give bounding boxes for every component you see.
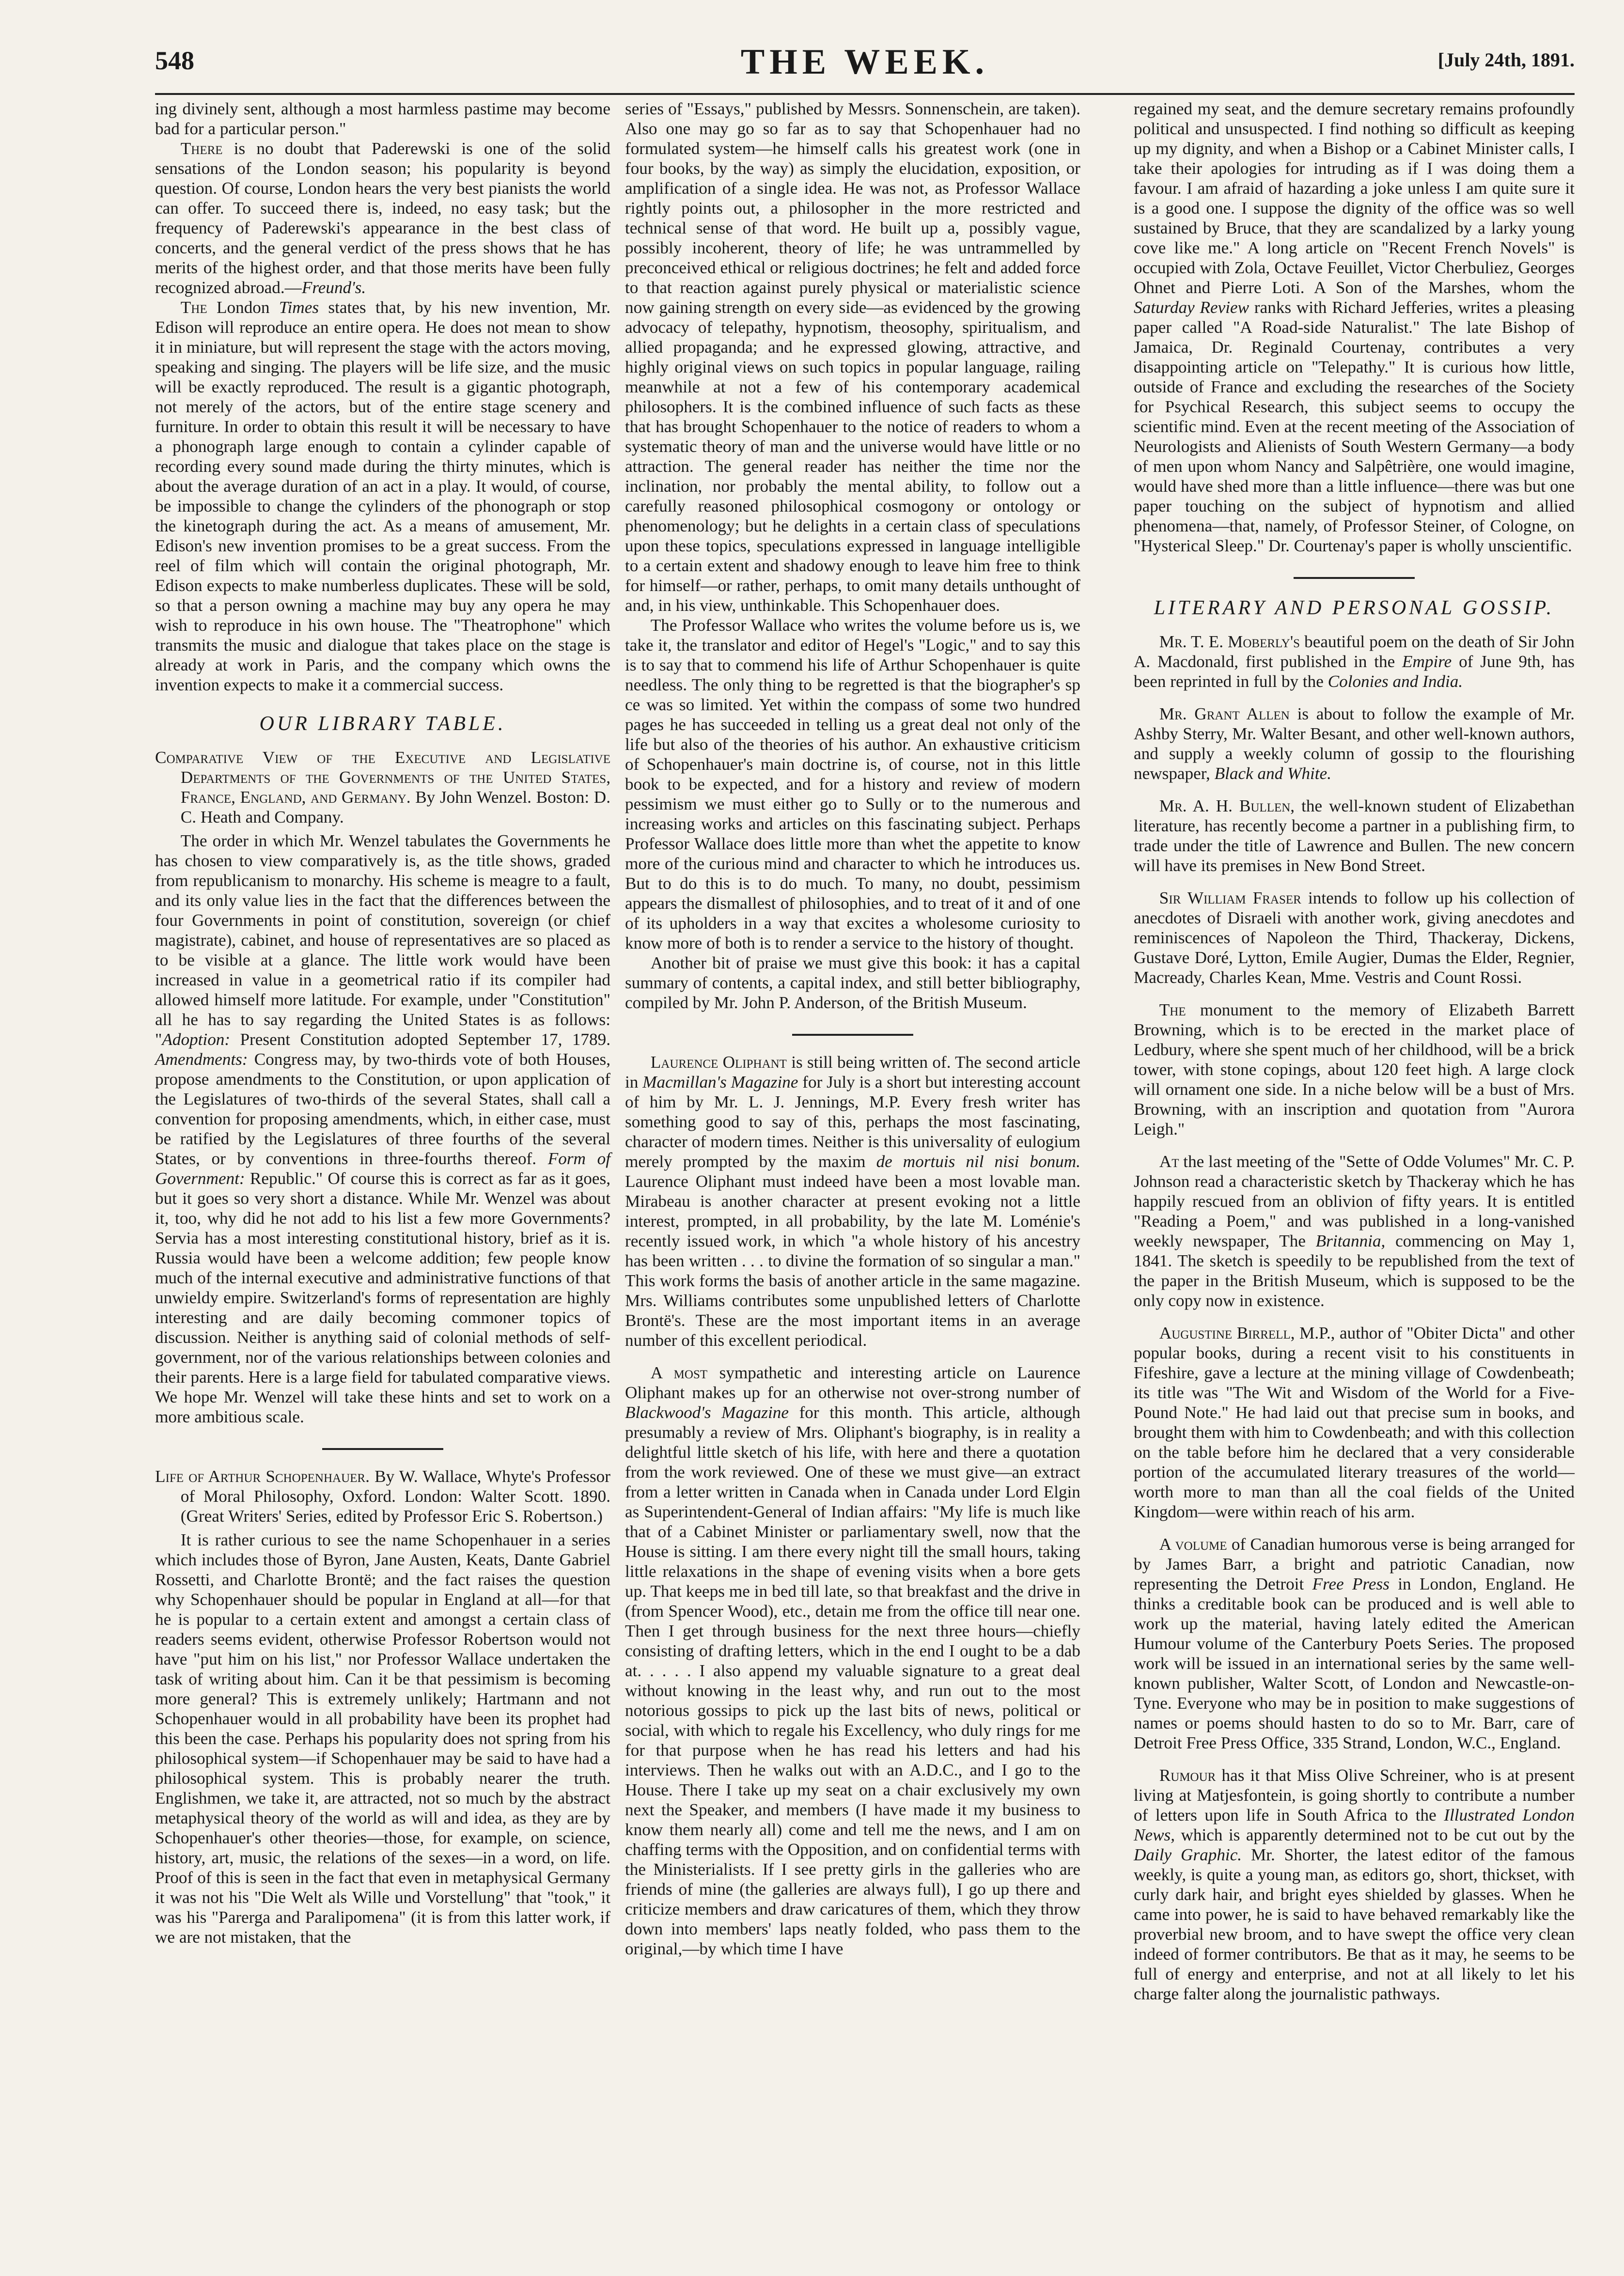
book-review-paragraph: It is rather curious to see the name Schopenhauer in a series which includes those of Byron, Jane Austen, Keats, Dante Gabriel Rossetti, and Charlotte Brontë; and the fact raises the question why Schopenhauer should be popular in England at all—for that he is popular to a certain extent and amongst a certain class of readers seems evident, otherwise Professor Robertson would not have "put him on his list," nor Professor Wallace undertaken the task of writing about him. Can it be that pessimism is becoming more general? This is extremely unlikely; Hartmann and not Schopenhauer would in all probability have been its prophet had this been the case. Perhaps his popularity does not spring from his philosophical system—if Schopenhauer may be said to have had a philosophical system. This is probably nearer the truth. Englishmen, we take it, are attracted, not so much by the abstract metaphysical theory of the world as will and idea, as they are by Schopenhauer's other theories—those, for example, on science, history, art, music, the relations of the sexes—in a word, on life. Proof of this is seen in the fact that even in metaphysical Germany it was not his "Die Welt als Wille und Vorstellung" that "took," it was his "Parerga and Paralipomena" (it is from this latter work, if we are not mistaken, that the — [155, 1530, 610, 1947]
section-divider — [792, 1034, 913, 1036]
gossip-item: Rumour has it that Miss Olive Schreiner, who is at present living at Matjesfontein, is going shortly to contribute a number of letters upon life in South Africa to the Illustrated London News, which is apparently determined not to be cut out by the Daily Graphic. Mr. Shorter, the latest editor of the famous weekly, is quite a young man, as editors go, short, thickset, with curly dark hair, and bright eyes shielded by glasses. When he came into power, he is said to have behaved remarkably like the proverbial new broom, and to have swept the office very clean indeed of former contributors. Be that as it may, he seems to be full of energy and enterprise, and not at all likely to let his charge falter along the journalistic pathways. — [1134, 1766, 1575, 2003]
review-paragraph: The Professor Wallace who writes the volume before us is, we take it, the translator and editor of Hegel's "Logic," and to say this is to say that to commend his life of Arthur Schopenhauer is quite needless. The only thing to be regretted is that the biographer's sp ce was so limited. Yet within the compass of some two hundred pages he has succeeded in telling us a great deal not only of the life but also of the theories of his author. An exhaustive criticism of Schopenhauer's main doctrine is, of course, not in this little book to be expected, and for a history and review of modern pessimism we must either go to Sully or to the numerous and increasing works and articles on this fascinating subject. Perhaps Professor Wallace does little more than whet the appetite to know more of the curious mind and character to which he introduces us. But to do this is to do much. To many, no doubt, pessimism appears the dismallest of philosophies, and to treat of it and of one of its upholders in a way that excites a wholesome curiosity to know more of both is to render a service to the history of thought. — [625, 616, 1080, 952]
gossip-item: Mr. Grant Allen is about to follow the example of Mr. Ashby Sterry, Mr. Walter Besant, and other well-known authors, and supply a weekly column of gossip to the flourishing newspaper, Black and White. — [1134, 704, 1575, 783]
review-paragraph: Another bit of praise we must give this book: it has a capital summary of contents, a capital index, and still better bibliography, compiled by Mr. John P. Anderson, of the British Museum. — [625, 953, 1080, 1012]
paper-title: THE WEEK. — [740, 42, 989, 82]
gossip-item: Sir William Fraser intends to follow up his collection of anecdotes of Disraeli with another work, giving anecdotes and reminiscences of Napoleon the Third, Thackeray, Dickens, Gustave Doré, Lytton, Emile Augier, Dumas the Elder, Regnier, Macready, Charles Kean, Mme. Vestris and Count Rossi. — [1134, 889, 1575, 987]
blackwood-paragraph: A most sympathetic and interesting article on Laurence Oliphant makes up for an otherwise not over-strong number of Blackwood's Magazine for this month. This article, although presumably a review of Mrs. Oliphant's biography, is in reality a delightful little sketch of his life, with here and there a quotation from the work reviewed. One of these we must give—an extract from a letter written in Canada when in Canada under Lord Elgin as Superintendent-General of Indian affairs: "My life is much like that of a Cabinet Minister or parliamentary swell, now that the House is sitting. I am there every night till the small hours, taking little relaxations in the shape of evening visits when a bore gets up. That keeps me in bed till late, so that breakfast and the drive in (from Spencer Wood), etc., detain me from the office till near one. Then I get through business for the next three hours—chiefly consisting of drafting letters, which in the end I ought to be a dab at. . . . . I also append my valuable signature to a great deal without knowing in the least why, and run out to the most notorious gossips to pick up the last bits of news, political or social, with which to regale his Excellency, who duly rings for me for that purpose when he has read his letters and had his interviews. Then he walks out with an A.D.C., and I go to the House. There I take up my seat on a chair exclusively my own next the Speaker, and members (I have made it my business to know them nearly all) come and tell me the news, and I am on chaffing terms with the Opposition, and on confidential terms with the Ministerialists. If I see pretty girls in the galleries who are friends of mine (the galleries are always full), I go up there and criticize members and draw caricatures of them, which they throw down into members' laps neatly folded, who pass them to the original,—by which time I have — [625, 1363, 1080, 1958]
continued-paragraph: regained my seat, and the demure secretary remains profoundly political and unsuspected. I find nothing so difficult as keeping up my dignity, and when a Bishop or a Cabinet Minister calls, I take their apologies for intruding as if I was doing them a favour. I am afraid of hazarding a joke unless I am quite sure it is a good one. I suppose the dignity of the office was so well sustained by Bruce, that they are scandalized by a larky young cove like me." A long article on "Recent French Novels" is occupied with Zola, Octave Feuillet, Victor Cherbuliez, Georges Ohnet and Pierre Loti. A Son of the Marshes, whom the Saturday Review ranks with Richard Jefferies, writes a pleasing paper called "A Road-side Naturalist." The late Bishop of Jamaica, Dr. Reginald Courtenay, contributes a very disappointing article on "Telepathy." It is curious how little, outside of France and excluding the researches of the Society for Psychical Research, this subject seems to occupy the scientific mind. Even at the recent meeting of the Association of Neurologists and Alienists of South Western Germany—a body of men upon whom Nancy and Salpêtrière, one would imagine, would have shed more than a little influence—there was but one paper touching on the subject of hypnotism and allied phenomena—that, namely, of Professor Steiner, of Cologne, on "Hysterical Sleep." Dr. Courtenay's paper is wholly unscientific. — [1134, 99, 1575, 555]
column-3 — [1134, 99, 1575, 2004]
book-entry-heading: Life of Arthur Schopenhauer. By W. Wallace, Whyte's Professor of Moral Philosophy, Oxford. London: Walter Scott. 1890. (Great Writers' Series, edited by Professor Eric S. Robertson.) — [155, 1467, 610, 1526]
edison-opera-paragraph: The London Times states that, by his new invention, Mr. Edison will reproduce an entire opera. He does not mean to show it in miniature, but will represent the stage with the actors moving, speaking and singing. The players will be life size, and the music will be exactly reproduced. The result is a gigantic photograph, not merely of the actors, but of the entire stage scenery and furniture. In order to obtain this result it will be necessary to have a phonograph large enough to contain a cylinder capable of recording every sound made during the thirty minutes, which is about the average duration of an act in a play. It would, of course, be impossible to change the cylinders of the phonograph or stop the kinetograph during the act. As a means of amusement, Mr. Edison's new invention promises to be a great success. From the reel of film which will contain the original photograph, Mr. Edison expects to make numberless duplicates. These will be sold, so that a person owning a machine may buy any opera he may wish to reproduce in his own house. The "Theatrophone" which transmits the music and dialogue that takes place on the stage is already at work in Paris, and the company which owns the invention expects to make it a commercial success. — [155, 298, 610, 694]
masthead-rule — [155, 93, 1575, 95]
paderewski-paragraph: There is no doubt that Paderewski is one of the solid sensations of the London season; his popularity is beyond question. Of course, London hears the very best pianists the world can offer. To succeed there is, indeed, no easy task; but the frequency of Paderewski's appearance in the best class of concerts, and the general verdict of the press shows that he has merits of the highest order, and that those merits have been fully recognized abroad.—Freund's. — [155, 139, 610, 297]
library-table-heading: OUR LIBRARY TABLE. — [259, 713, 506, 735]
gossip-heading: LITERARY AND PERSONAL GOSSIP. — [1154, 597, 1555, 619]
gossip-item: Mr. A. H. Bullen, the well-known student of Elizabethan literature, has recently become a partner in a publishing firm, to trade under the title of Lawrence and Bullen. The new concern will have its premises in New Bond Street. — [1134, 796, 1575, 875]
continued-paragraph: series of "Essays," published by Messrs. Sonnenschein, are taken). Also one may go so far as to say that Schopenhauer had no formulated system—he himself calls his greatest work (one in four books, by the way) as simply the elucidation, exposition, or amplification of a single idea. He was not, as Professor Wallace rightly points out, a philosopher in the more restricted and technical sense of that word. He built up a, possibly vague, possibly incoherent, theory of life; he was untrammelled by preconceived ethical or religious doctrines; he felt and added force to that reaction against purely physical or materialistic science now gaining strength on every side—as evidenced by the growing advocacy of telepathy, hypnotism, theosophy, spiritualism, and allied propaganda; and he expressed glowing, attractive, and highly original views on such topics in popular language, railing meanwhile at not a few of his contemporary academical philosophers. It is the combined influence of such facts as these that has brought Schopenhauer to the notice of readers to whom a systematic theory of man and the universe would have little or no attraction. The general reader has neither the time nor the inclination, nor probably the mental ability, to follow out a carefully reasoned philosophical cosmogony or ontology or phenomenology; but he delights in a certain class of speculations upon these topics, speculations expressed in language intelligible to a certain extent and shadowy enough to leave him free to think for himself—or rather, perhaps, to omit many details unthought of and, in his view, unthinkable. This Schopenhauer does. — [625, 99, 1080, 615]
book-review-paragraph: The order in which Mr. Wenzel tabulates the Governments he has chosen to view comparatively is, as the title shows, graded from republicanism to monarchy. His scheme is meagre to a fault, and its only value lies in the fact that the differences between the four Governments in point of constitution, sovereign (or chief magistrate), cabinet, and house of representatives are so placed as to be visible at a glance. The little work would have been increased in value in a geometrical ratio if its compiler had allowed himself more latitude. For example, under "Constitution" all he has to say regarding the United States is as follows: "Adoption: Present Constitution adopted September 17, 1789. Amendments: Congress may, by two-thirds vote of both Houses, propose amendments to the Constitution, or upon application of the Legislatures of two-thirds of the several States, shall call a convention for proposing amendments, which, in either case, must be ratified by the Legislatures of three fourths of the several States, or by conventions in three-fourths thereof. Form of Government: Republic." Of course this is correct as far as it goes, but it goes so very short a distance. While Mr. Wenzel was about it, too, why did he not add to his list a few more Governments? Servia has a most interesting constitutional history, brief as it is. Russia would have been a welcome addition; few people know much of the internal executive and administrative functions of that unwieldy empire. Switzerland's forms of representation are highly interesting and are daily becoming commoner topics of discussion. Neither is anything said of colonial methods of self-government, nor of the various relationships between colonies and their parents. Here is a large field for tabulated comparative views. We hope Mr. Wenzel will take these hints and set to work on a more ambitious scale. — [155, 831, 611, 1426]
gossip-item: Mr. T. E. Moberly's beautiful poem on the death of Sir John A. Macdonald, first published in the Empire of June 9th, has been reprinted in full by the Colonies and India. — [1134, 632, 1575, 691]
column-2 — [625, 99, 1080, 1959]
gossip-item: At the last meeting of the "Sette of Odde Volumes" Mr. C. P. Johnson read a characteristic sketch by Thackeray which he has happily rescued from an oblivion of fifty years. It is entitled "Reading a Poem," and was published in a long-vanished weekly newspaper, The Britannia, commencing on May 1, 1841. The sketch is speedily to be republished from the text of the paper in the British Museum, which is supposed to be the only copy now in existence. — [1134, 1152, 1575, 1310]
oliphant-paragraph: Laurence Oliphant is still being written of. The second article in Macmillan's Magazine for July is a short but interesting account of him by Mr. L. J. Jennings, M.P. Every fresh writer has something good to say of this, perhaps the most fascinating, character of modern times. Neither is this universality of eulogium merely prompted by the maxim de mortuis nil nisi bonum. Laurence Oliphant must indeed have been a most lovable man. Mirabeau is another character at present evoking not a little interest, prompted, in all probability, by the late M. Loménie's recently issued work, in which "a whole history of his ancestry has been written . . . to divine the formation of so singular a man." This work forms the basis of another article in the same magazine. Mrs. Williams contributes some unpublished letters of Charlotte Brontë's. These are the most important items in an average number of this excellent periodical. — [625, 1053, 1080, 1350]
gossip-item: The monument to the memory of Elizabeth Barrett Browning, which is to be erected in the market place of Ledbury, where she spent much of her childhood, will be a brick tower, with stone copings, about 120 feet high. A large clock will ornament one side. In a niche below will be a bust of Mrs. Browning, with an inscription and quotation from "Aurora Leigh." — [1134, 1000, 1575, 1138]
gossip-item: A volume of Canadian humorous verse is being arranged for by James Barr, a bright and patriotic Canadian, now representing the Detroit Free Press in London, England. He thinks a creditable book can be produced and is well able to work up the material, having lately edited the American Humour volume of the Canterbury Poets Series. The proposed work will be issued in an international series by the same well-known publisher, Walter Scott, of London and Newcastle-on-Tyne. Everyone who may be in position to make suggestions of names or poems should hasten to do so to Mr. Barr, care of Detroit Free Press Office, 335 Strand, London, W.C., England. — [1134, 1535, 1575, 1752]
section-divider — [322, 1448, 443, 1450]
masthead — [155, 42, 1575, 95]
continued-paragraph: ing divinely sent, although a most harmless pastime may become bad for a particular person." — [155, 99, 610, 138]
gossip-item: Augustine Birrell, M.P., author of "Obiter Dicta" and other popular books, during a recent visit to his constituents in Fifeshire, gave a lecture at the mining village of Cowdenbeath; its title was "The Wit and Wisdom of the World for a Five-Pound Note." He had laid out that precise sum in books, and brought them with him to Cowdenbeath; and with this collection on the table before him he declared that a very considerable portion of the accumulated literary treasures of the world—worth more to man than all the coal fields of the United Kingdom—were within reach of his arm. — [1134, 1324, 1575, 1521]
issue-date: [July 24th, 1891. — [1437, 49, 1575, 71]
section-divider — [1294, 577, 1415, 579]
page-number: 548 — [155, 46, 194, 75]
column-1 — [155, 99, 610, 1947]
book-entry-heading: Comparative View of the Executive and Legislative Departments of the Governments of the United States, France, England, and Germany. By John Wenzel. Boston: D. C. Heath and Company. — [155, 748, 610, 826]
